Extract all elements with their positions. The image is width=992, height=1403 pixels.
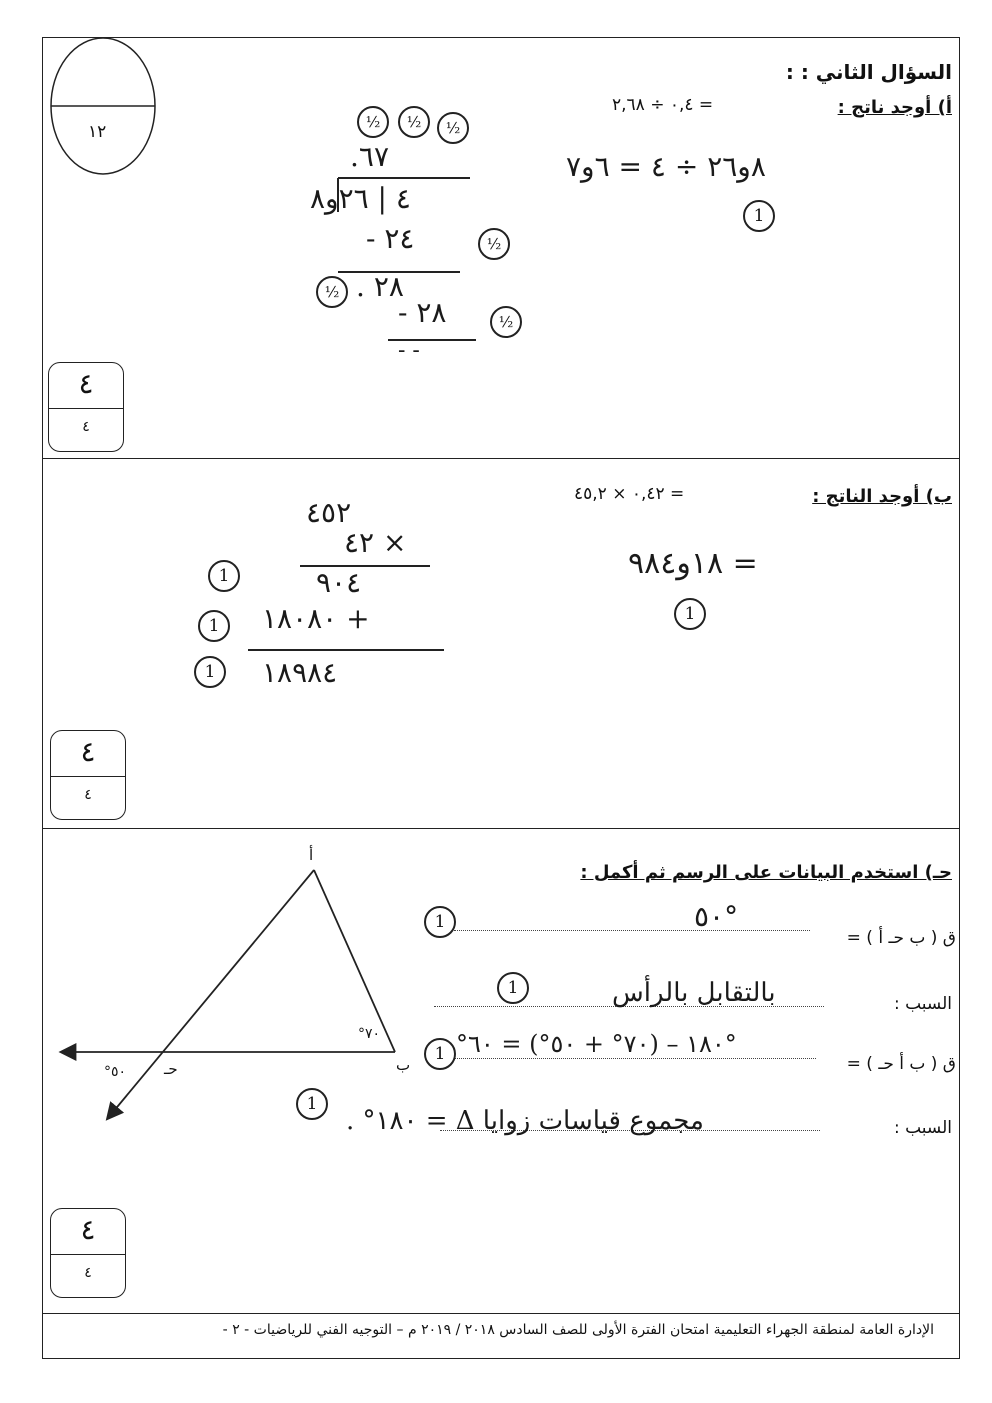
- division-dividend: ٤ | ٢٦و٨: [310, 182, 411, 215]
- multiplication-row: + ١٨٠٨٠: [262, 602, 370, 635]
- half-mark-circle: ½: [398, 106, 430, 138]
- mark-circle: 1: [424, 906, 456, 938]
- vertex-a-label: أ: [309, 846, 314, 864]
- angle-b-label: ٧٠°: [358, 1026, 381, 1042]
- half-mark-circle: ½: [357, 106, 389, 138]
- multiplication-row: × ٤٢: [344, 526, 407, 559]
- mark-circle: 1: [497, 972, 529, 1004]
- answer-line: [454, 1058, 816, 1059]
- q1-answer: °٥٠: [694, 900, 739, 933]
- mark-circle: 1: [198, 610, 230, 642]
- half-mark-circle: ½: [316, 276, 348, 308]
- score-max: ٤: [84, 787, 92, 803]
- part-a-label: أ) أوجد ناتج :: [837, 97, 952, 118]
- q1-label: ق ( ب حـ أ ) =: [846, 928, 956, 948]
- multiplication-row: ١٨٩٨٤: [262, 656, 338, 689]
- q2-label: ق ( ب أ حـ ) =: [846, 1054, 956, 1074]
- mark-circle: 1: [424, 1038, 456, 1070]
- division-quotient: ٦٧.: [350, 140, 389, 173]
- mark-circle: 1: [208, 560, 240, 592]
- part-b-label: ب) أوجد الناتج :: [812, 486, 952, 507]
- angle-c-label: ٥٠°: [104, 1064, 127, 1080]
- division-step: - -: [398, 338, 420, 363]
- reason-1-text: بالتقابل بالرأس: [612, 978, 776, 1008]
- page-footer: الإدارة العامة لمنطقة الجهراء التعليمية امتحان الفترة الأولى للصف السادس ٢٠١٨ / ٢٠١٩ م – التوجيه الفني للرياضيات - ٢ -: [222, 1322, 934, 1338]
- part-b-answer: = ١٨و٩٨٤: [628, 546, 758, 581]
- half-mark-circle: ½: [478, 228, 510, 260]
- mark-circle: 1: [674, 598, 706, 630]
- part-c-label: حـ) استخدم البيانات على الرسم ثم أكمل :: [580, 862, 952, 883]
- mark-circle: 1: [296, 1088, 328, 1120]
- half-mark-circle: ½: [490, 306, 522, 338]
- part-a-answer: ٨و٢٦ ÷ ٤ = ٦و٧: [566, 150, 766, 183]
- q2-answer: °١٨٠ – (٧٠° + ٥٠°) = ٦٠°: [456, 1030, 737, 1058]
- part-a-expression: = ٠,٤ ÷ ٢,٦٨: [612, 95, 714, 115]
- vertex-c-label: حـ: [164, 1060, 178, 1078]
- mark-circle: 1: [743, 200, 775, 232]
- score-earned: ٤: [80, 735, 96, 768]
- reason-label: السبب :: [893, 1118, 952, 1138]
- score-earned: ٤: [80, 1213, 96, 1246]
- reason-2-text: مجموع قياسات زوايا Δ = ١٨٠° .: [346, 1106, 704, 1136]
- half-mark-circle: ½: [437, 112, 469, 144]
- score-max: ٤: [82, 419, 90, 435]
- mark-circle: 1: [194, 656, 226, 688]
- multiplication-row: ٩٠٤: [316, 566, 362, 599]
- answer-line: [454, 930, 810, 931]
- score-box-part-c: [50, 1208, 126, 1298]
- division-step: ٢٨ -: [398, 296, 447, 329]
- question-title: السؤال الثاني : :: [785, 60, 952, 84]
- reason-label: السبب :: [893, 994, 952, 1014]
- division-step: ٢٨ .: [356, 270, 404, 303]
- part-b-expression: = ٠,٤٢ × ٤٥,٢: [574, 484, 685, 504]
- score-max: ٤: [84, 1265, 92, 1281]
- score-earned: ٤: [78, 367, 94, 400]
- score-oval-total: ١٢: [88, 122, 107, 142]
- multiplication-row: ٤٥٢: [306, 496, 352, 529]
- vertex-b-label: ب: [396, 1056, 411, 1074]
- division-step: ٢٤ -: [366, 222, 415, 255]
